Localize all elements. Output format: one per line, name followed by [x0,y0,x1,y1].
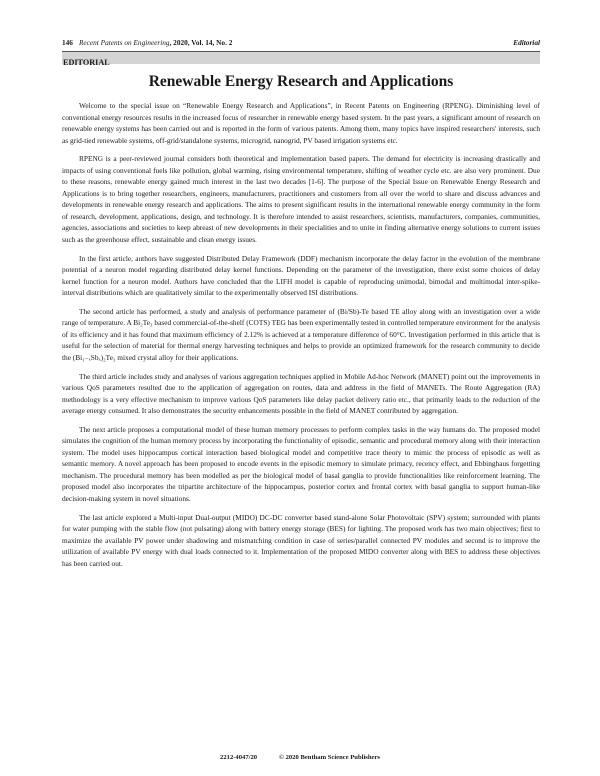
volume-info: , 2020, Vol. 14, No. 2 [169,38,233,47]
article-title: Renewable Energy Research and Applications [148,73,454,90]
paragraph-rpeng: RPENG is a peer-reviewed journal considers both theoretical and implementation based papers. The demand for electricity is increasing drastically and impacts of using conventional fuels like pollution, global warming, rising environmental temperature, shifting of weather cycle etc. are also very prominent. Due to these reasons, renewable energy gained much interest in the last two decades [1-6]. The purpose of the Special Issue on Renewable Energy Research and Applications is to bring together researchers, engineers, manufacturers, practitioners and customers from all over the world to share and discuss advances and developments in renewable energy research and applications. The aims to present significant results in the international renewable energy community in the form of research, development, applications, design, and technology. It is therefore intended to assist researchers, scientists, manufacturers, companies, communities, agencies, associations and societies to keep abreast of new developments in their specialities and to unite in finding alternative energy solutions to current issues such as the greenhouse effect, sustainable and clean energy issues. [62,154,540,244]
paragraph-intro: Welcome to the special issue on “Renewable Energy Research and Applications”, in Recent Patents on Engineering (RPENG). Diminishing level of conventional energy resources results in the increased focus of researcher in renewable energy based system. In the past years, a significant amount of research on renewable energy systems has been carried out and is reported in the form of various patents. Among them, many topics have inspired researchers' interests, such as grid-tied renewable systems, off-grid/standalone systems, microgrid, nanogrid, PV based irrigation systems etc. [62,101,540,145]
running-header [62,36,540,50]
paragraph-third-article: The third article includes study and analyses of various aggregation techniques applied in Mobile Ad-hoc Network (MANET) point out the improvements in various QoS parameters resulted due to the application of aggregation on routes, data and address in the field of MANETs. The Route Aggregation (RA) methodology is a very effective mechanism to improve various QoS parameters like delay packet delivery ratio etc., that primarily leads to the reduction of the average energy consumed. It also demonstrates the security enhancements possible in the field of MANET contributed by aggregation. [62,371,540,416]
section-label: EDITORIAL [63,58,110,67]
section-bar [62,51,540,67]
article-body [62,100,540,577]
page-number: 146 [62,38,73,47]
footer-copyright: © 2020 Bentham Science Publishers [279,754,380,761]
footer-issn: 2212-4047/20 [220,754,258,761]
header-left [62,36,238,50]
paragraph-first-article: In the first article, authors have suggested Distributed Delay Framework (DDF) mechanism incorporate the delay factor in the evolution of the membrane potential of a neuron model regarding distributed delay kernel functions. Depending on the parameter of the investigation, there exist some choices of delay kernel function for a neuron model. Authors have concluded that the LIFH model is capable of reproducing unimodal, bimodal and multimodal inter-spike- interval distributions which are qualitatively similar to the experimentally observed ISI distributions. [62,253,540,298]
page-footer [0,754,600,761]
paragraph-next-article: The next article proposes a computational model of these human memory processes to perform complex tasks in the way humans do. The proposed model simulates the cognition of the human memory process by incorporating the functionality of episodic, semantic and procedural memory along with their interaction system. The model uses hippocampus cortical interaction based biological model and competitive trace theory to mimic the process of episodic as well as semantic memory. A novel approach has been proposed to encode events in the episodic memory to simulate primacy, recency effect, and Ebbinghaus forgetting mechanism. The procedural memory has been modelled as per the biological model of basal ganglia to provide functionalities like reinforcement learning. The proposed model also incorporates the tripartite architecture of the hippocampus, posterior cortex and frontal cortex with basal ganglia to support human-like decision-making system in novel situations. [62,424,540,503]
header-section-name: Editorial [513,38,540,47]
paragraph-second-article: The second article has performed, a study and analysis of performance parameter of (Bi/Sb)-Te based TE alloy along with an investigation over a wide range of temperature. A Bi₂Te₃ based commercial-of-the-shelf (COTS) TEG has been experimentally tested in controlled temperature environment for the analysis of its efficiency and it has found that maximum efficiency of 2.12% is achieved at a temperature difference of 60°C. Investigation performed in this article that is useful for the selection of material for thermal energy harvesting techniques and helps to provide an optimized framework for the research community to decide the (Bi₁₋ₓSbₓ)₂Te₃ mixed crystal alloy for their applications. [62,306,540,362]
journal-name: Recent Patents on Engineering [78,38,170,47]
paragraph-last-article: The last article explored a Multi-input Dual-output (MIDO) DC-DC converter based stand-alone Solar Photovoltaic (SPV) system; surrounded with plants for water pumping with the stable flow (not pulsating) along with battery energy storage (BES) for lighting. The proposed work has two main objectives; first to maximize the available PV power under shadowing and mismatching condition in case of series/parallel connected PV modules and second is to improve the utilization of available PV energy with dual loads connected to it. Implementation of the proposed MIDO converter along with BES to address these objectives has been carried out. [62,512,540,568]
